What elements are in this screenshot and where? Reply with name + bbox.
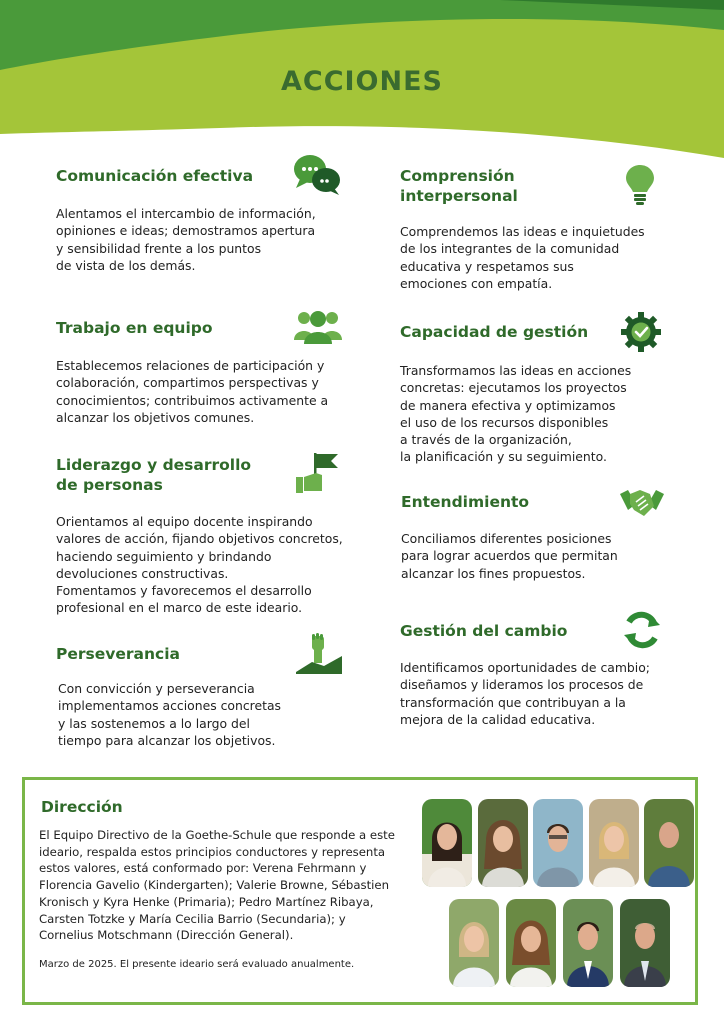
direccion-title: Dirección [41,798,123,816]
section-text: Establecemos relaciones de participación y colaboración, compartimos perspectivas y conocimientos; contribuimos activamente a alcanzar los objetivos comunes. [56,358,329,425]
section-title: Trabajo en equipo [56,319,213,337]
portrait-photo [533,799,583,887]
portrait-photo [644,799,694,887]
section-text: Conciliamos diferentes posiciones para lograr acuerdos que permitan alcanzar los fines propuestos. [401,531,618,581]
portrait-photo [589,799,639,887]
portrait-photo [449,899,499,987]
section-title: Entendimiento [401,493,530,511]
gear-check-icon [620,311,662,353]
raised-fist-icon [296,632,342,674]
direccion-text: El Equipo Directivo de la Goethe-Schule que responde a este ideario, respalda estos principios conductores y representa estos valores, está conformado por: Verena Fehrmann y Florencia Gavelio (Kindergarten); Valerie Browne, Sébastien Kronisch y Kyra Henke (Primaria); Pedro Martínez Ribaya, Carsten Totzke y María Cecilia Barrio (Secundaria); y Cornelius Motschmann (Dirección General). [39,828,395,943]
direccion-box [22,777,698,1005]
chat-bubbles-icon [292,152,342,196]
handshake-icon [620,484,664,522]
refresh-arrows-icon [622,609,662,651]
page-title: ACCIONES [280,66,443,97]
section-title: Gestión del cambio [400,622,568,640]
section-text: Orientamos al equipo docente inspirando valores de acción, fijando objetivos concretos, haciendo seguimiento y brindando devoluciones constructivas. Fomentamos y favorecemos el desarrollo profesional en el marco de este ideario. [56,514,343,616]
section-title: Perseverancia [56,645,180,663]
section-title: Capacidad de gestión [400,323,589,341]
section-title: Liderazgo y desarrollo de personas [56,456,252,494]
section-text: Alentamos el intercambio de información, opiniones e ideas; demostramos apertura y sensibilidad frente a los puntos de vista de los demás. [56,206,316,273]
portrait-photo [620,899,670,987]
direccion-date: Marzo de 2025. El presente ideario será evaluado anualmente. [39,959,355,970]
hand-flag-icon [296,451,342,495]
portrait-photo [478,799,528,887]
section-text: Transformamos las ideas en acciones concretas: ejecutamos los proyectos de manera efectiva y optimizamos el uso de los recursos disponibles a través de la organización, la planificación y su seguimiento. [400,363,632,465]
section-text: Identificamos oportunidades de cambio; diseñamos y lideramos los procesos de transformación que contribuyan a la mejora de la calidad educativa. [400,660,650,727]
portrait-photo [563,899,613,987]
section-title: Comprensión interpersonal [400,167,518,205]
section-text: Comprendemos las ideas e inquietudes de los integrantes de la comunidad educativa y respetamos sus emociones con empatía. [400,224,645,291]
section-title: Comunicación efectiva [56,167,254,185]
lightbulb-icon [624,163,656,207]
team-icon [294,308,342,344]
portrait-photo [422,799,472,887]
section-text: Con convicción y perseverancia implementamos acciones concretas y las sostenemos a lo largo del tiempo para alcanzar los objetivos. [58,681,282,748]
portrait-photo [506,899,556,987]
